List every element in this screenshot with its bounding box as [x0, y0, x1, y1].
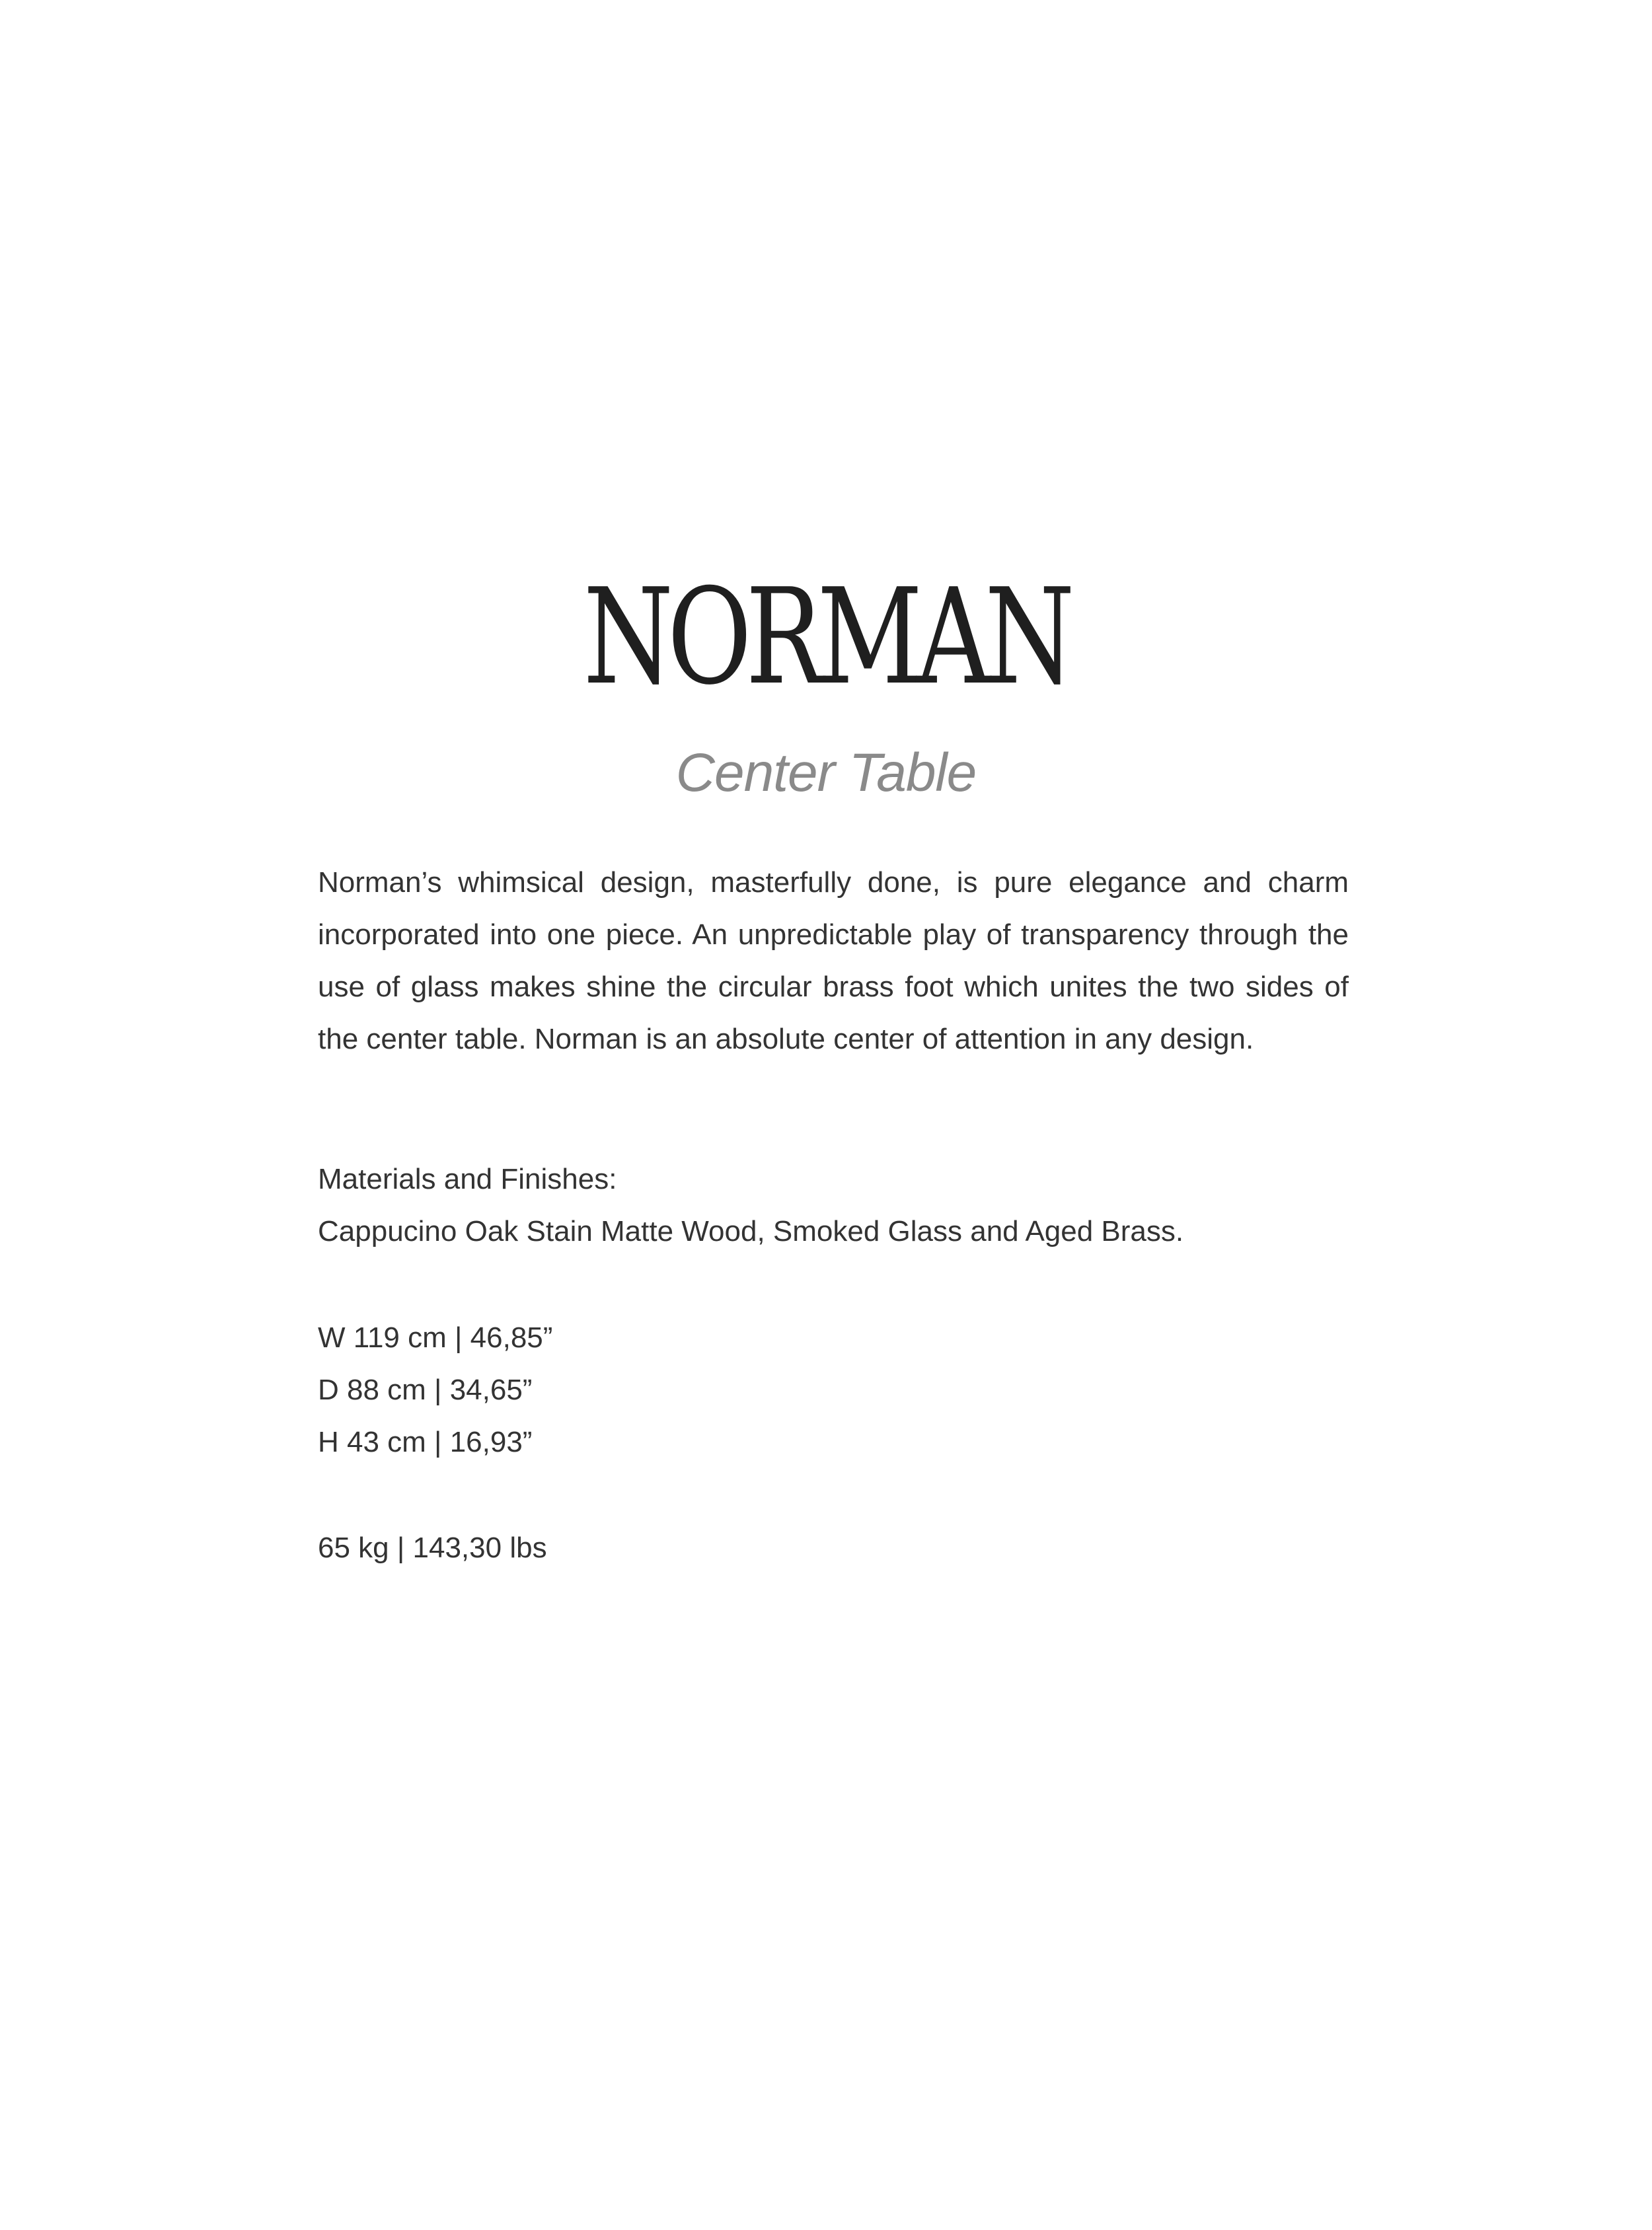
materials-value: Cappucino Oak Stain Matte Wood, Smoked Glass and Aged Brass.: [318, 1215, 1184, 1247]
product-subtitle: Center Table: [675, 743, 977, 803]
materials-label: Materials and Finishes:: [318, 1163, 617, 1195]
dimension-width: W 119 cm | 46,85”: [318, 1321, 553, 1354]
dimension-depth: D 88 cm | 34,65”: [318, 1374, 533, 1406]
product-title: NORMAN: [583, 560, 1069, 714]
dimension-height: H 43 cm | 16,93”: [318, 1426, 533, 1458]
dimensions-section: [318, 1312, 1349, 1468]
weight-value: 65 kg | 143,30 lbs: [318, 1532, 547, 1564]
materials-section: [318, 1153, 1349, 1257]
product-description: Norman’s whimsical design, masterfully done, is pure elegance and charm incorporated into one piece. An unpredictable play of transparency through the use of glass makes shine the circular brass foot which unites the two sides of the center table. Norman is an absolute center of attention in any design.: [318, 866, 1349, 1055]
